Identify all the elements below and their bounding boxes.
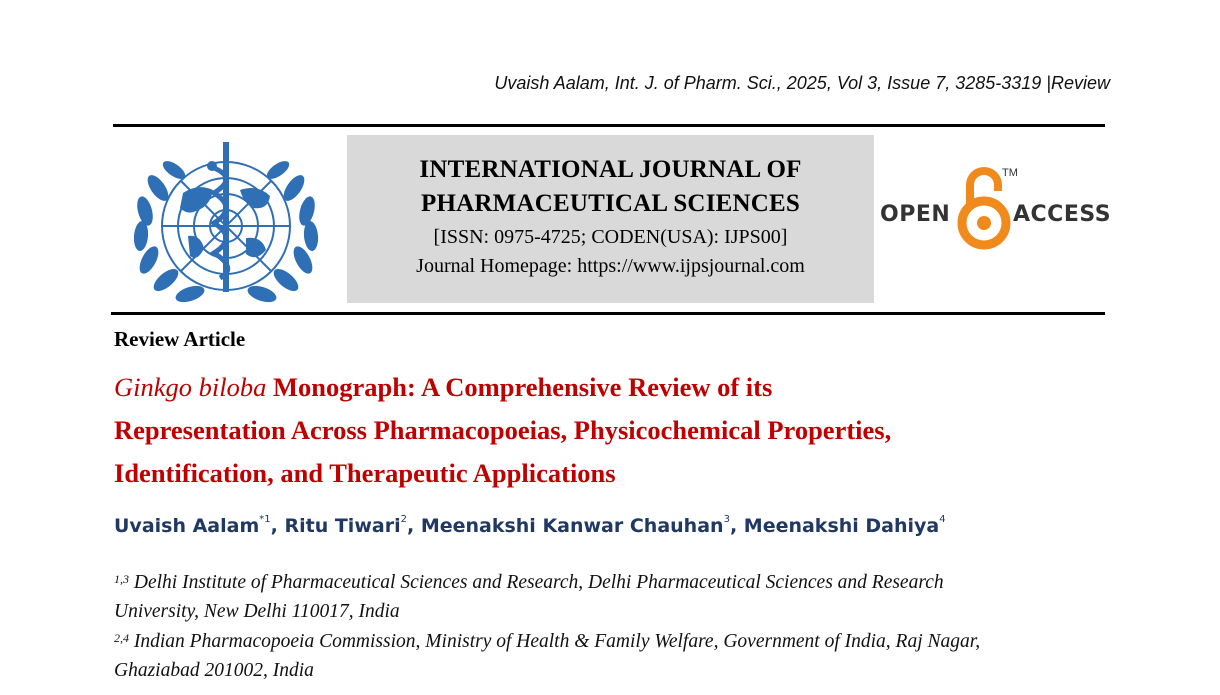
open-access-right-text: ACCESS [1013,202,1112,227]
open-access-left-text: OPEN [880,202,951,227]
journal-issn: [ISSN: 0975-4725; CODEN(USA): IJPS00] [433,226,788,248]
journal-name-line2: PHARMACEUTICAL SCIENCES [421,190,800,217]
title-line1-rest: Monograph: A Comprehensive Review of its [266,372,773,402]
header-rule-top [113,124,1105,127]
author-list [114,515,946,537]
author-superscript: *1 [259,514,271,525]
affiliation-2 [114,627,1109,685]
affiliation-superscript: 1,3 [114,572,129,586]
author-separator: , [406,515,421,537]
emblem-logo [128,138,324,306]
title-line1 [114,366,1094,409]
affiliation-line2: University, New Delhi 110017, India [114,601,400,622]
article-title [114,366,1094,495]
author-name[interactable]: Uvaish Aalam [114,515,260,537]
author-name[interactable]: Meenakshi Kanwar Chauhan [420,515,724,537]
title-line3: Identification, and Therapeutic Applications [114,458,616,488]
author-superscript: 3 [723,514,730,525]
author-separator: , [270,515,285,537]
title-species: Ginkgo biloba [114,372,267,402]
author-superscript: 4 [939,514,946,525]
author-superscript: 2 [400,514,407,525]
journal-info-box [347,135,874,303]
author-name[interactable]: Meenakshi Dahiya [743,515,940,537]
affiliation-superscript: 2,4 [114,631,129,645]
open-access-logo [878,165,1112,255]
citation-header: Uvaish Aalam, Int. J. of Pharm. Sci., 2025, Vol 3, Issue 7, 3285-3319 |Review [494,73,1110,93]
title-line2: Representation Across Pharmacopoeias, Physicochemical Properties, [114,415,892,445]
open-access-tm: TM [1002,167,1018,179]
affiliation-line2: Ghaziabad 201002, India [114,660,314,681]
affiliation-1 [114,568,1109,626]
author-separator: , [729,515,744,537]
header-rule-bottom [111,312,1105,315]
article-type-label: Review Article [114,327,246,351]
affiliation-line1: Delhi Institute of Pharmaceutical Sciences and Research, Delhi Pharmaceutical Sciences and Research [129,572,944,593]
journal-name-line1: INTERNATIONAL JOURNAL OF [419,156,802,183]
journal-homepage: Journal Homepage: https://www.ijpsjournal.com [416,255,805,277]
author-name[interactable]: Ritu Tiwari [284,515,401,537]
affiliation-line1: Indian Pharmacopoeia Commission, Ministry of Health & Family Welfare, Government of India, Raj Nagar, [129,631,981,652]
